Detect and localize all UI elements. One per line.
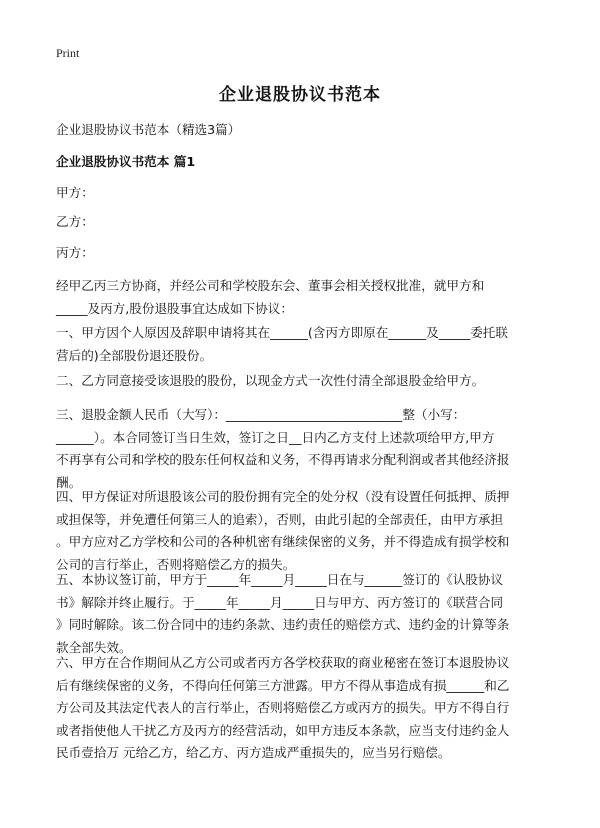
clause-1-paragraph bbox=[56, 322, 560, 367]
clause-5-paragraph bbox=[56, 569, 560, 659]
party-c-line: 丙方： bbox=[56, 245, 94, 260]
clause-2-paragraph bbox=[56, 370, 560, 393]
clause-5-line: 款全部失效。 bbox=[56, 639, 132, 655]
section-heading: 企业退股协议书范本 篇1 bbox=[56, 154, 196, 169]
party-b-line: 乙方： bbox=[56, 214, 94, 229]
clause-6-paragraph bbox=[56, 652, 560, 765]
clause-1-line: 一、甲方因个人原因及辞职申请将其在______(含丙方即原在______及_____委托联 bbox=[56, 325, 508, 340]
document-title: 企业退股协议书范本 bbox=[219, 85, 381, 105]
clause-6-line: 后有继续保密的义务，不得向任何第三方泄露。甲方不得从事造成有损______和乙 bbox=[56, 677, 510, 693]
print-label: Print bbox=[56, 46, 80, 60]
clause-1-line: 营后的)全部股份退还股份。 bbox=[56, 347, 213, 363]
clause-3-line: 酬。 bbox=[56, 474, 82, 490]
clause-4-line: 四、甲方保证对所退股该公司的股份拥有完全的处分权（没有设置任何抵押、质押 bbox=[56, 489, 510, 504]
clause-3-paragraph bbox=[56, 404, 560, 494]
clause-6-line: 民币壹拾万 元给乙方，给乙方、丙方造成严重损失的，应当另行赔偿。 bbox=[56, 745, 451, 760]
clause-2-line: 二、乙方同意接受该退股的股份，以现金方式一次性付清全部退股金给甲方。 bbox=[56, 373, 485, 388]
clause-6-line: 方公司及其法定代表人的言行举止，否则将赔偿乙方或丙方的损失。甲方不得自行 bbox=[56, 700, 510, 715]
intro-line: 经甲乙丙三方协商，并经公司和学校股东会、董事会相关授权批准，就甲方和 bbox=[56, 278, 485, 293]
clause-6-line: 或者指使他人干扰乙方及丙方的经营活动，如甲方违反本条款，应当支付违约金人 bbox=[56, 722, 510, 738]
clause-4-line: 或担保等，并免遭任何第三人的追索），否则，由此引起的全部责任，由甲方承担 bbox=[56, 511, 504, 527]
clause-6-line: 六、甲方在合作期间从乙方公司或者丙方各学校获取的商业秘密在签订本退股协议 bbox=[56, 655, 510, 670]
clause-5-line: 》同时解除。该二份合同中的违约条款、违约责任的赔偿方式、违约金的计算等条 bbox=[56, 617, 510, 632]
clause-3-line: 三、退股金额人民币（大写）：____________________________整（小写： bbox=[56, 407, 466, 422]
intro-line: _____及丙方,股份退股事宜达成如下协议： bbox=[56, 300, 293, 316]
party-a-line: 甲方： bbox=[56, 185, 94, 200]
clause-3-line: 不再享有公司和学校的股东任何权益和义务，不得再请求分配利润或者其他经济报 bbox=[56, 452, 510, 467]
clause-5-line: 五、本协议签订前，甲方于_____年_____月_____日在与______签订的《认股协议 bbox=[56, 572, 504, 587]
intro-paragraph bbox=[56, 275, 560, 320]
clause-5-line: 书》解除并终止履行。于_____年_____月_____日与甲方、丙方签订的《联营合同 bbox=[56, 594, 504, 610]
clause-4-line: 。甲方应对乙方学校和公司的各种机密有继续保密的义务，并不得造成有损学校和 bbox=[56, 534, 510, 549]
clause-3-line: ______）。本合同签订当日生效，签订之日__日内乙方支付上述款项给甲方,甲方 bbox=[56, 429, 495, 445]
clause-4-paragraph bbox=[56, 486, 560, 576]
document-subtitle: 企业退股协议书范本（精选3篇） bbox=[56, 122, 241, 137]
clause-4-line: 公司的言行举止，否则将赔偿乙方的损失。 bbox=[56, 556, 296, 572]
